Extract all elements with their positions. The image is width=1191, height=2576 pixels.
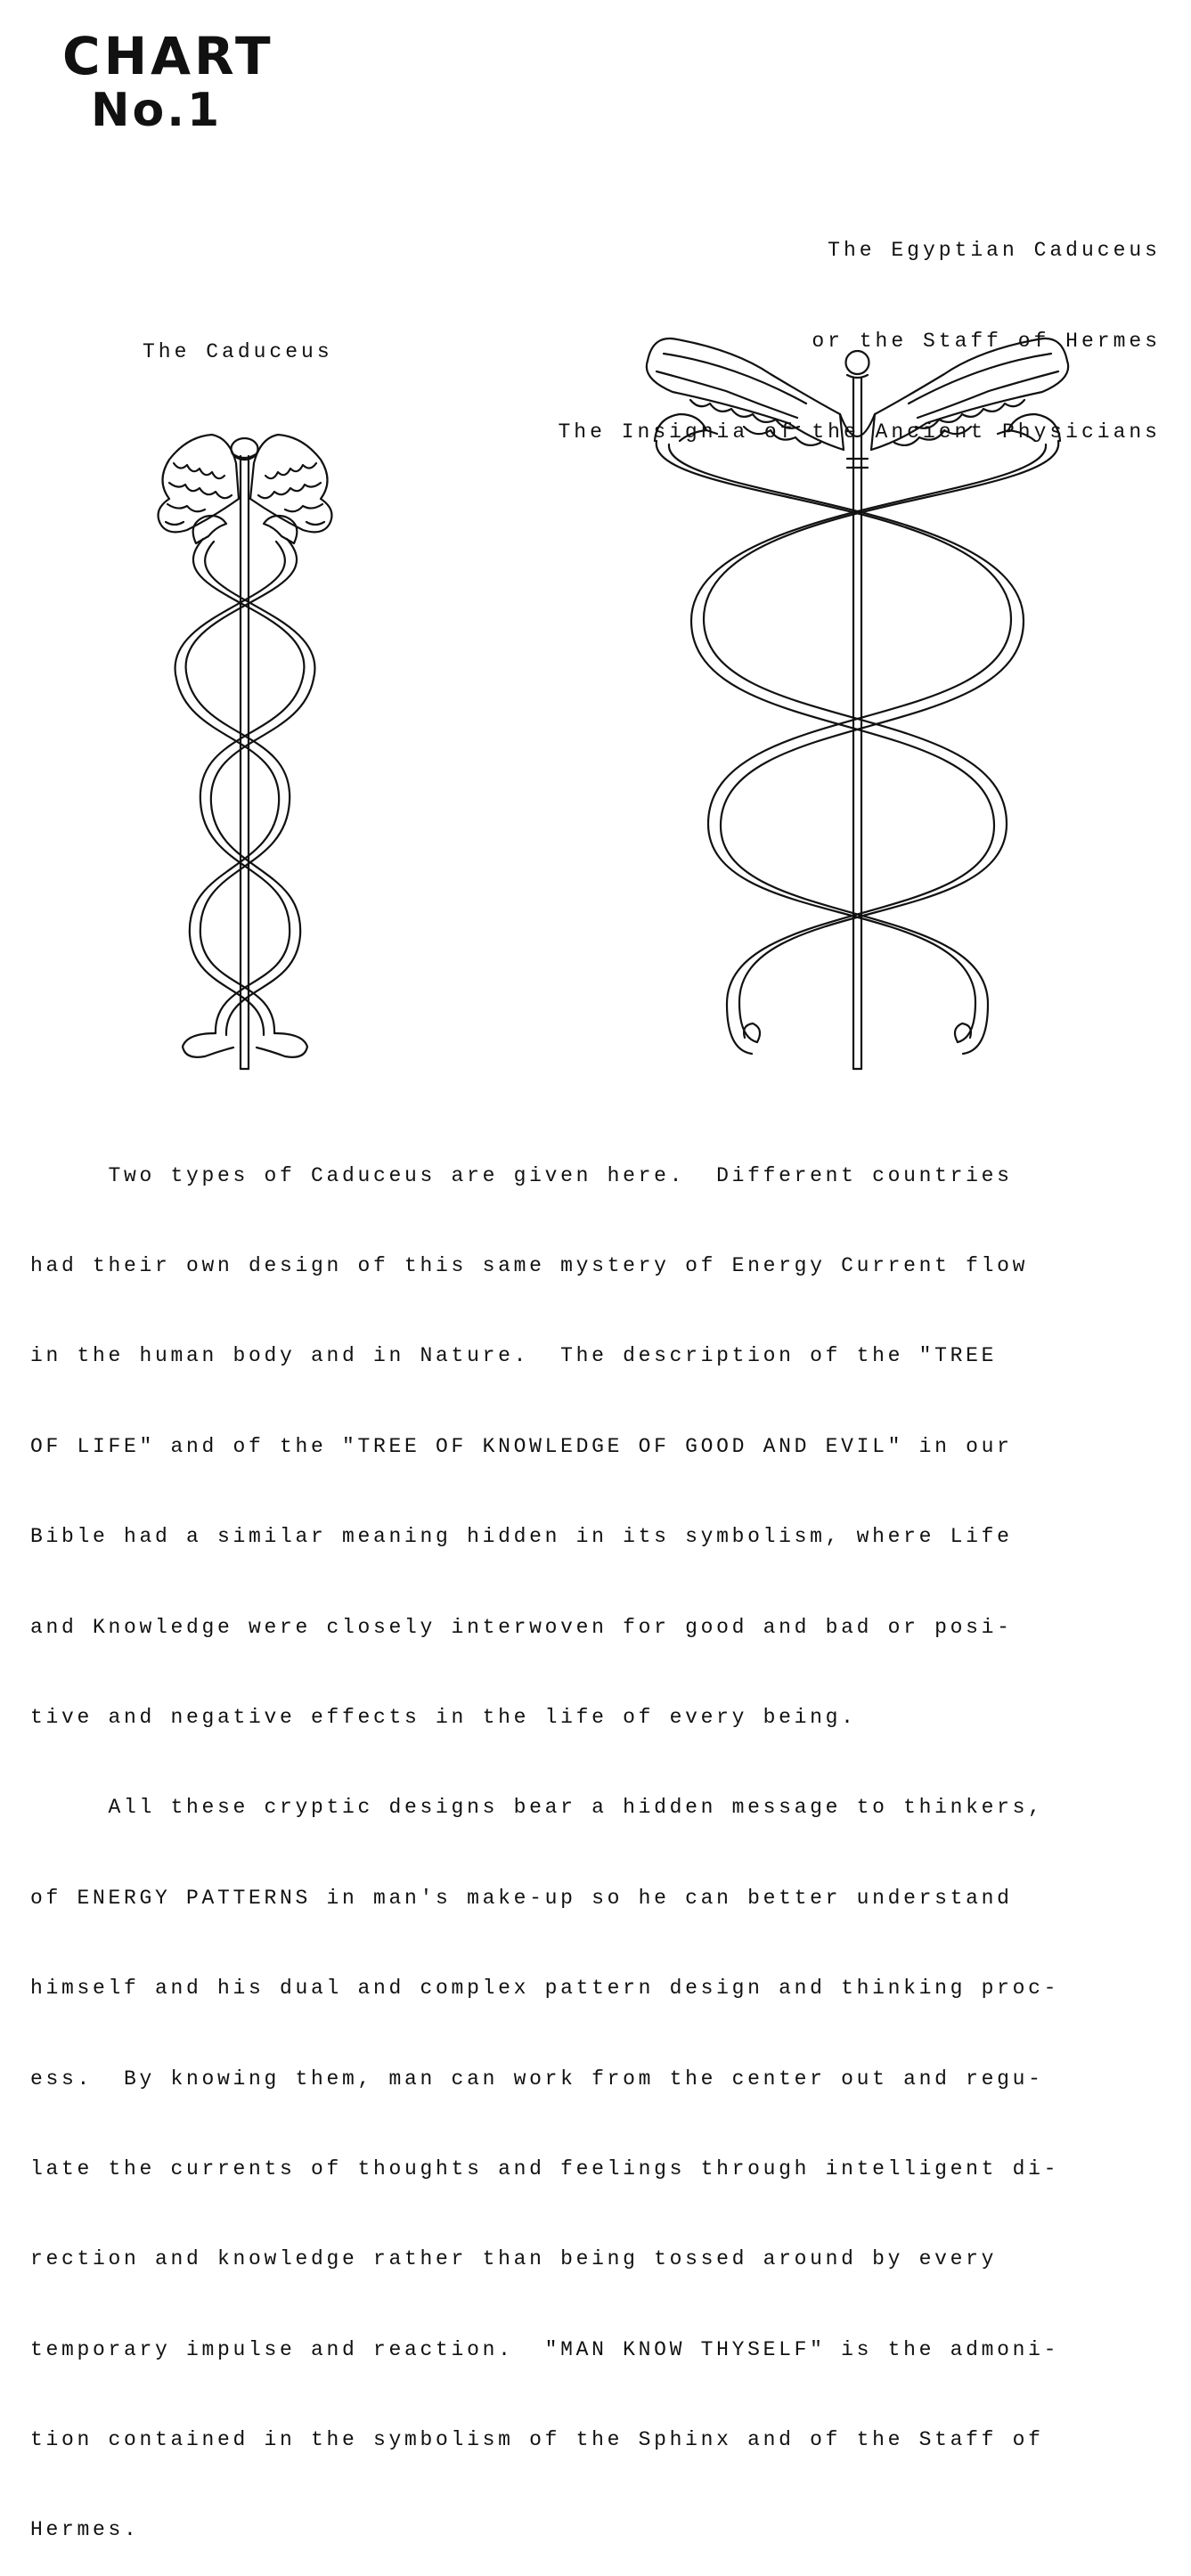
body-line: OF LIFE" and of the "TREE OF KNOWLEDGE OF GOOD AND EVIL" in our bbox=[30, 1434, 1013, 1458]
body-line: tive and negative effects in the life of every being. bbox=[30, 1705, 857, 1729]
chart-number: No.1 bbox=[91, 84, 223, 137]
body-line: Hermes. bbox=[30, 2518, 140, 2542]
body-line: himself and his dual and complex pattern design and thinking proc- bbox=[30, 1977, 1060, 2001]
caption-line: or the Staff of Hermes bbox=[812, 330, 1161, 353]
chart-label: CHART bbox=[62, 26, 274, 86]
body-line: had their own design of this same mystery of Energy Current flow bbox=[30, 1253, 1029, 1277]
body-line: tion contained in the symbolism of the Sphinx and of the Staff of bbox=[30, 2428, 1044, 2452]
caduceus-illustration bbox=[134, 419, 356, 1078]
body-text bbox=[30, 1101, 1162, 2576]
body-line: ess. By knowing them, man can work from the center out and regu- bbox=[30, 2067, 1044, 2091]
body-line: and Knowledge were closely interwoven for good and bad or posi- bbox=[30, 1615, 1013, 1639]
chart-number-heading bbox=[62, 26, 274, 137]
body-line: All these cryptic designs bear a hidden message to thinkers, bbox=[30, 1796, 1044, 1820]
egyptian-caduceus-illustration bbox=[637, 325, 1082, 1073]
caption-line: The Insignia of the Ancient Physicians bbox=[558, 420, 1161, 444]
body-line: temporary impulse and reaction. "MAN KNOW THYSELF" is the admoni- bbox=[30, 2337, 1060, 2361]
body-line: Bible had a similar meaning hidden in its symbolism, where Life bbox=[30, 1525, 1013, 1549]
body-line: rection and knowledge rather than being tossed around by every bbox=[30, 2247, 998, 2271]
body-line: in the human body and in Nature. The description of the "TREE bbox=[30, 1344, 998, 1368]
caduceus-caption: The Caduceus bbox=[143, 340, 333, 363]
caption-line: The Egyptian Caduceus bbox=[828, 239, 1161, 262]
body-line: of ENERGY PATTERNS in man's make-up so he can better understand bbox=[30, 1886, 1013, 1910]
body-line: late the currents of thoughts and feelings through intelligent di- bbox=[30, 2156, 1060, 2181]
body-line: Two types of Caduceus are given here. Different countries bbox=[30, 1163, 1013, 1187]
